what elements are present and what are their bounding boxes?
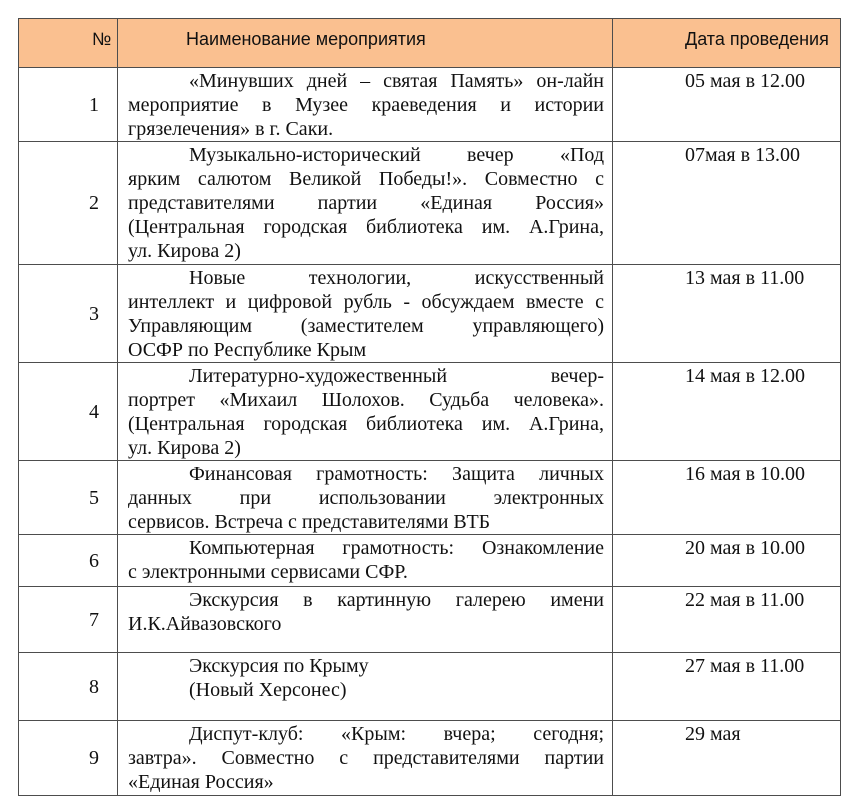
event-line: завтра». Совместно с представителями партии: [128, 747, 604, 769]
event-line: (Новый Херсонес): [189, 679, 347, 701]
event-line: (Центральная городская библиотека им. А.Грина,: [128, 216, 604, 238]
event-line: Экскурсия в картинную галерею имени: [189, 589, 604, 611]
event-line: ОСФР по Республике Крым: [128, 339, 367, 361]
event-name-cell: [118, 587, 613, 653]
row-number: 2: [19, 142, 118, 265]
event-name-cell: [118, 461, 613, 535]
event-line: Новые технологии, искусственный: [189, 267, 604, 289]
table-row: [19, 265, 841, 363]
event-line: «Единая Россия»: [128, 771, 274, 793]
event-date: 13 мая в 11.00: [613, 265, 841, 363]
event-date: 22 мая в 11.00: [613, 587, 841, 653]
table-row: [19, 535, 841, 587]
row-number: 5: [19, 461, 118, 535]
row-number: 9: [19, 721, 118, 796]
table-row: [19, 721, 841, 796]
event-date: 20 мая в 10.00: [613, 535, 841, 587]
header-number: №: [19, 19, 118, 68]
event-name-cell: [118, 721, 613, 796]
table-row: [19, 461, 841, 535]
table-row: [19, 363, 841, 461]
row-number: 1: [19, 68, 118, 142]
event-line: грязелечения» в г. Саки.: [128, 118, 334, 140]
event-name-cell: [118, 535, 613, 587]
row-number: 4: [19, 363, 118, 461]
event-line: Экскурсия по Крыму: [189, 655, 369, 677]
event-date: 27 мая в 11.00: [613, 653, 841, 721]
event-line: И.К.Айвазовского: [128, 613, 282, 635]
event-line: Управляющим (заместителем управляющего): [128, 315, 604, 337]
event-line: Литературно-художественный вечер-: [189, 365, 604, 387]
event-name-cell: [118, 265, 613, 363]
event-line: сервисов. Встреча с представителями ВТБ: [128, 511, 491, 533]
table-row: [19, 653, 841, 721]
event-name-cell: [118, 653, 613, 721]
event-line: мероприятие в Музее краеведения и истории: [128, 94, 604, 116]
event-paragraph: [128, 654, 604, 678]
row-number: 3: [19, 265, 118, 363]
event-line: «Минувших дней – святая Память» он-лайн: [189, 70, 604, 92]
header-row: [19, 19, 841, 68]
event-line: с электронными сервисами СФР.: [128, 561, 408, 583]
events-table: [18, 18, 841, 796]
event-date: 16 мая в 10.00: [613, 461, 841, 535]
event-line: интеллект и цифровой рубль - обсуждаем вместе с: [128, 291, 604, 313]
table-row: [19, 587, 841, 653]
event-paragraph: [128, 69, 604, 141]
event-line: Диспут-клуб: «Крым: вчера; сегодня;: [189, 723, 604, 745]
event-line: данных при использовании электронных: [128, 487, 604, 509]
event-paragraph: [128, 722, 604, 794]
event-paragraph: [128, 536, 604, 584]
header-date: Дата проведения: [613, 19, 841, 68]
event-date: 14 мая в 12.00: [613, 363, 841, 461]
event-paragraph: [128, 462, 604, 534]
header-event-name: Наименование мероприятия: [118, 19, 613, 68]
event-name-cell: [118, 142, 613, 265]
table-row: [19, 68, 841, 142]
row-number: 8: [19, 653, 118, 721]
event-line: Компьютерная грамотность: Ознакомление: [189, 537, 604, 559]
event-date: 29 мая: [613, 721, 841, 796]
row-number: 6: [19, 535, 118, 587]
event-name-cell: [118, 363, 613, 461]
event-name-cell: [118, 68, 613, 142]
event-paragraph: [128, 364, 604, 460]
event-paragraph: [128, 266, 604, 362]
event-line: ярким салютом Великой Победы!». Совместно с: [128, 168, 604, 190]
table-body: [19, 68, 841, 796]
schedule-table: [18, 18, 841, 796]
event-date: 05 мая в 12.00: [613, 68, 841, 142]
event-line: (Центральная городская библиотека им. А.Грина,: [128, 413, 604, 435]
event-line: Музыкально-исторический вечер «Под: [189, 144, 604, 166]
event-line: Финансовая грамотность: Защита личных: [189, 463, 604, 485]
event-line: ул. Кирова 2): [128, 240, 241, 262]
event-paragraph: [128, 678, 604, 702]
event-date: 07мая в 13.00: [613, 142, 841, 265]
event-line: представителями партии «Единая Россия»: [128, 192, 604, 214]
event-line: ул. Кирова 2): [128, 437, 241, 459]
table-row: [19, 142, 841, 265]
event-paragraph: [128, 588, 604, 636]
event-line: портрет «Михаил Шолохов. Судьба человека».: [128, 389, 604, 411]
event-paragraph: [128, 143, 604, 263]
table-header: [19, 19, 841, 68]
row-number: 7: [19, 587, 118, 653]
